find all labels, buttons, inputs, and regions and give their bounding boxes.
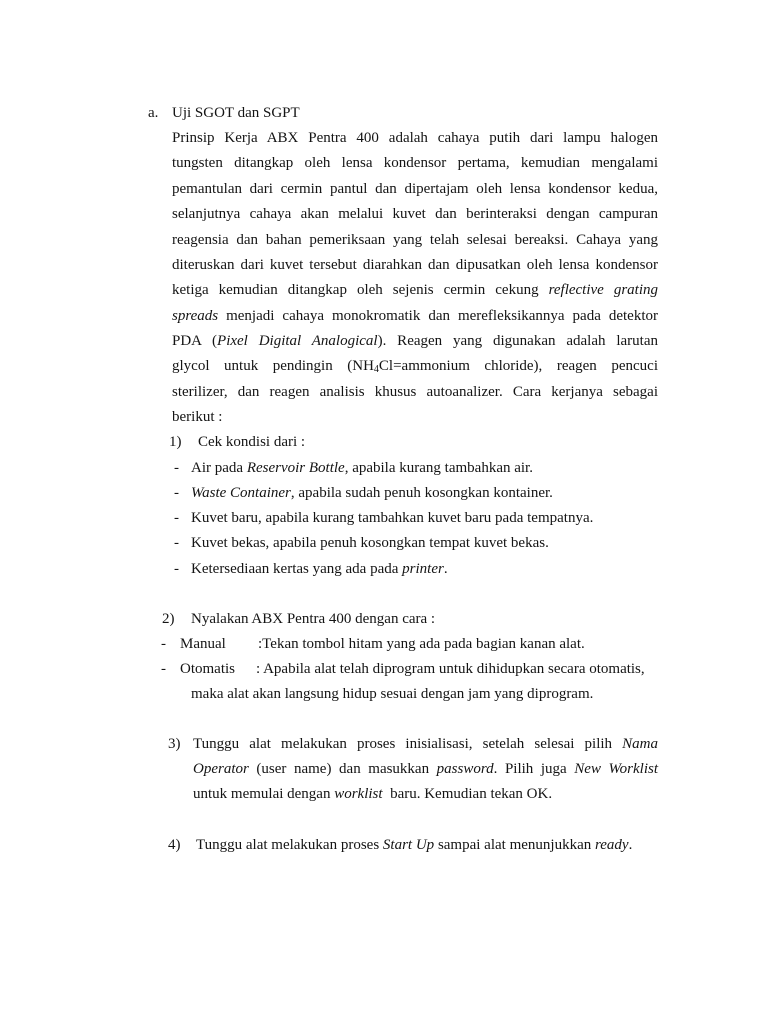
manual-text: :Tekan tombol hitam yang ada pada bagian kanan alat. xyxy=(258,636,585,652)
bullet-dash: - xyxy=(174,561,179,577)
list-item: Kuvet baru, apabila kurang tambahkan kuvet baru pada tempatnya. xyxy=(191,510,594,526)
list-item: Kuvet bekas, apabila penuh kosongkan tempat kuvet bekas. xyxy=(191,535,549,551)
step3-line: Operator (user name) dan masukkan password. Pilih juga New Worklist xyxy=(193,761,658,777)
step3-line: untuk memulai dengan worklist baru. Kemudian tekan OK. xyxy=(193,786,553,802)
heading-marker: a. xyxy=(148,105,159,121)
para-line: pemantulan dari cermin pantul dan dipertajam oleh lensa kondensor kedua, xyxy=(172,181,658,197)
step3-number: 3) xyxy=(168,736,181,752)
para-line: Prinsip Kerja ABX Pentra 400 adalah cahaya putih dari lampu halogen xyxy=(172,130,658,146)
otomatis-text: : Apabila alat telah diprogram untuk dihidupkan secara otomatis, xyxy=(256,661,645,677)
para-line: spreads menjadi cahaya monokromatik dan merefleksikannya pada detektor xyxy=(172,308,658,324)
bullet-dash: - xyxy=(174,535,179,551)
list-item: Waste Container, apabila sudah penuh kosongkan kontainer. xyxy=(191,485,553,501)
list-item: Ketersediaan kertas yang ada pada printer. xyxy=(191,561,448,577)
para-line: glycol untuk pendingin ($NH_4Cl=ammonium$ chloride), reagen pencuci xyxy=(172,358,658,375)
step2-title: Nyalakan ABX Pentra 400 dengan cara : xyxy=(191,611,436,627)
bullet-dash: - xyxy=(161,661,166,677)
para-line: berikut : xyxy=(172,409,223,425)
step1-title: Cek kondisi dari : xyxy=(198,434,306,450)
step4-text: Tunggu alat melakukan proses Start Up sampai alat menunjukkan ready. xyxy=(196,837,633,853)
otomatis-continuation: maka alat akan langsung hidup sesuai dengan jam yang diprogram. xyxy=(191,686,594,702)
manual-label: Manual xyxy=(180,636,226,652)
otomatis-label: Otomatis xyxy=(180,661,235,677)
bullet-dash: - xyxy=(174,510,179,526)
para-line: reagensia dan bahan pemeriksaan yang telah selesai bereaksi. Cahaya yang xyxy=(172,232,658,248)
step2-number: 2) xyxy=(162,611,175,627)
heading-title: Uji SGOT dan SGPT xyxy=(172,105,300,121)
step3-line: Tunggu alat melakukan proses inisialisasi, setelah selesai pilih Nama xyxy=(193,736,659,752)
para-line: sterilizer, dan reagen analisis khusus autoanalizer. Cara kerjanya sebagai xyxy=(172,384,658,400)
list-item: Air pada Reservoir Bottle, apabila kurang tambahkan air. xyxy=(191,460,533,476)
para-line: ketiga kemudian ditangkap oleh sejenis cermin cekung reflective grating xyxy=(172,282,659,298)
para-line: selanjutnya cahaya akan melalui kuvet dan berinteraksi dengan campuran xyxy=(172,206,658,222)
para-line: PDA (Pixel Digital Analogical). Reagen yang digunakan adalah larutan xyxy=(172,333,658,349)
step4-number: 4) xyxy=(168,837,181,853)
bullet-dash: - xyxy=(174,460,179,476)
step1-number: 1) xyxy=(169,434,182,450)
para-line: diteruskan dari kuvet tersebut diarahkan dan dipusatkan oleh lensa kondensor xyxy=(172,257,658,273)
bullet-dash: - xyxy=(161,636,166,652)
para-line: tungsten ditangkap oleh lensa kondensor pertama, kemudian mengalami xyxy=(172,155,658,171)
bullet-dash: - xyxy=(174,485,179,501)
